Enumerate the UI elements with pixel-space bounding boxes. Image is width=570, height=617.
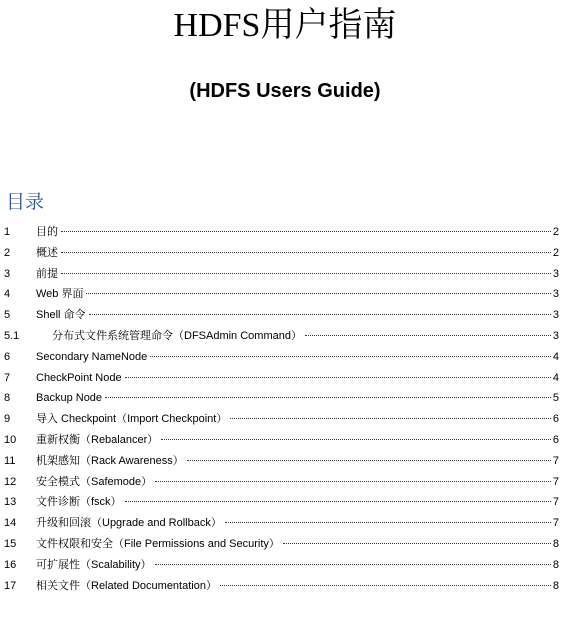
toc-dot-leader [61, 231, 551, 232]
toc-entry-page: 7 [552, 517, 559, 530]
toc-entry-page: 6 [552, 433, 559, 446]
toc-entry-number: 3 [4, 267, 11, 280]
toc-entry-page: 5 [552, 392, 559, 405]
toc-entry-link[interactable] [36, 388, 559, 409]
toc-entry-title: 文件诊断（fsck） [36, 496, 122, 509]
toc-entry-number: 14 [4, 517, 17, 530]
toc-entry-link[interactable] [36, 409, 559, 430]
toc-entry-number: 5 [4, 309, 11, 322]
toc-entry-link[interactable] [36, 284, 559, 305]
toc-entry-number: 1 [4, 226, 11, 238]
toc-entry-title: Secondary NameNode [36, 350, 148, 363]
toc-entry-page: 6 [552, 413, 559, 426]
toc-entry-link[interactable] [36, 347, 559, 368]
toc-entry-title: CheckPoint Node [36, 371, 122, 384]
toc-entry-number: 15 [4, 537, 17, 550]
toc-entry[interactable] [0, 513, 570, 534]
toc-entry[interactable] [0, 368, 570, 389]
toc-entry-number: 16 [4, 558, 17, 571]
document-title: HDFS用户指南 [173, 7, 397, 44]
toc-entry-title: 导入 Checkpoint（Import Checkpoint） [36, 413, 228, 426]
toc-entry-number: 13 [4, 496, 17, 509]
toc-entry[interactable] [0, 555, 570, 576]
toc-entry-title: 相关文件（Related Documentation） [36, 579, 217, 592]
toc-entry-link[interactable] [36, 555, 559, 576]
toc-entry[interactable] [0, 576, 570, 597]
toc-entry-title: 安全模式（Safemode） [36, 475, 153, 488]
toc-entry[interactable] [0, 409, 570, 430]
toc-entry-link[interactable] [36, 368, 559, 389]
toc-entry-link[interactable] [36, 222, 559, 243]
toc-entry-number: 2 [4, 246, 11, 259]
toc-dot-leader [220, 585, 551, 586]
toc-entry-page: 2 [552, 246, 559, 259]
table-of-contents [0, 222, 570, 596]
toc-entry[interactable] [0, 534, 570, 555]
toc-dot-leader [283, 543, 551, 544]
toc-entry-link[interactable] [36, 451, 559, 472]
toc-entry-title: Shell 命令 [36, 309, 86, 322]
toc-entry-number: 7 [4, 371, 11, 384]
toc-dot-leader [61, 252, 551, 253]
toc-entry-page: 3 [552, 267, 559, 280]
toc-entry-page: 7 [552, 454, 559, 467]
toc-entry-page: 8 [552, 579, 559, 592]
toc-entry[interactable] [0, 492, 570, 513]
toc-entry-title: 文件权限和安全（File Permissions and Security） [36, 537, 280, 550]
toc-dot-leader [187, 460, 551, 461]
toc-entry-link[interactable] [36, 243, 559, 264]
toc-entry-link[interactable] [36, 513, 559, 534]
toc-entry[interactable] [0, 347, 570, 368]
toc-dot-leader [305, 335, 551, 336]
toc-dot-leader [155, 481, 551, 482]
toc-dot-leader [89, 314, 551, 315]
toc-entry-title: 机架感知（Rack Awareness） [36, 454, 184, 467]
toc-dot-leader [125, 377, 551, 378]
toc-dot-leader [150, 356, 551, 357]
toc-entry-link[interactable] [36, 492, 559, 513]
toc-entry[interactable] [0, 430, 570, 451]
toc-entry[interactable] [0, 222, 570, 243]
toc-entry-number: 10 [4, 433, 17, 446]
toc-entry-title: 概述 [36, 246, 58, 259]
toc-entry-page: 8 [552, 558, 559, 571]
toc-entry-title: 升级和回滚（Upgrade and Rollback） [36, 517, 222, 530]
toc-entry-title: 目的 [36, 226, 58, 238]
toc-dot-leader [230, 418, 551, 419]
toc-entry-page: 3 [552, 309, 559, 322]
toc-entry[interactable] [0, 305, 570, 326]
toc-entry-number: 4 [4, 288, 11, 301]
toc-entry-link[interactable] [36, 305, 559, 326]
toc-entry-page: 3 [552, 329, 559, 342]
toc-entry[interactable] [0, 284, 570, 305]
toc-dot-leader [61, 273, 551, 274]
toc-entry-page: 2 [552, 226, 559, 238]
toc-entry-number: 11 [4, 454, 16, 467]
toc-entry-link[interactable] [36, 576, 559, 597]
toc-dot-leader [225, 522, 551, 523]
toc-entry[interactable] [0, 451, 570, 472]
toc-entry-link[interactable] [36, 264, 559, 285]
toc-entry-title: 分布式文件系统管理命令（DFSAdmin Command） [52, 329, 302, 342]
toc-dot-leader [155, 564, 551, 565]
toc-entry-page: 8 [552, 537, 559, 550]
toc-entry-number: 9 [4, 413, 11, 426]
toc-entry-page: 4 [552, 350, 559, 363]
toc-entry-number: 8 [4, 392, 11, 405]
toc-entry-number: 17 [4, 579, 17, 592]
toc-entry-page: 7 [552, 496, 559, 509]
toc-entry-title: Web 界面 [36, 288, 84, 301]
toc-entry-page: 7 [552, 475, 559, 488]
toc-entry-number: 5.1 [4, 329, 20, 342]
toc-entry-number: 12 [4, 475, 17, 488]
toc-dot-leader [161, 439, 551, 440]
toc-dot-leader [125, 501, 551, 502]
toc-dot-leader [105, 397, 551, 398]
toc-heading: 目录 [6, 191, 45, 213]
toc-entry[interactable] [0, 326, 570, 347]
toc-entry[interactable] [0, 388, 570, 409]
toc-entry-link[interactable] [36, 534, 559, 555]
toc-entry[interactable] [0, 243, 570, 264]
toc-entry-number: 6 [4, 350, 11, 363]
toc-entry-link[interactable] [36, 472, 559, 493]
toc-entry-title: Backup Node [36, 392, 103, 405]
toc-entry-title: 重新权衡（Rebalancer） [36, 433, 159, 446]
toc-entry-link[interactable] [36, 430, 559, 451]
toc-entry-link[interactable] [52, 326, 559, 347]
toc-entry[interactable] [0, 264, 570, 285]
toc-entry-title: 前提 [36, 267, 58, 280]
toc-entry[interactable] [0, 472, 570, 493]
document-subtitle: (HDFS Users Guide) [189, 80, 381, 102]
toc-entry-page: 4 [552, 371, 559, 384]
toc-dot-leader [86, 293, 550, 294]
toc-entry-title: 可扩展性（Scalability） [36, 558, 152, 571]
toc-entry-page: 3 [552, 288, 559, 301]
